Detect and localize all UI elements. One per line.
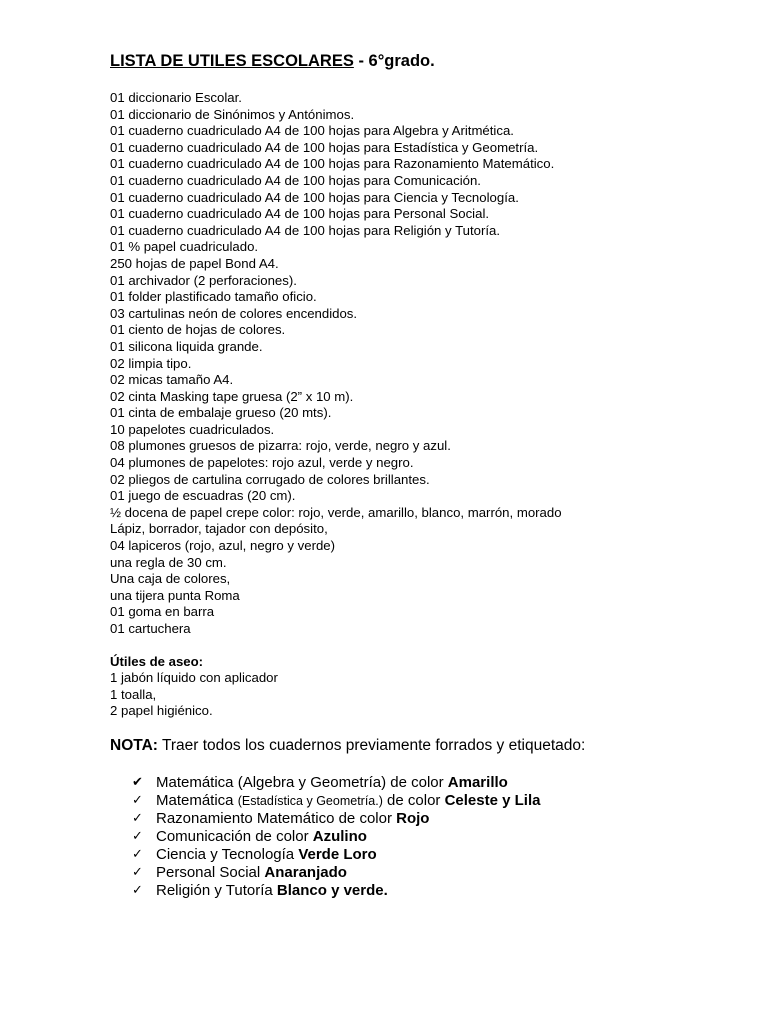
supply-item: 250 hojas de papel Bond A4. xyxy=(110,255,279,271)
hygiene-item: 1 toalla, xyxy=(110,686,157,702)
checklist-text: Ciencia y Tecnología xyxy=(156,845,299,863)
supply-item: ½ docena de papel crepe color: rojo, verde, amarillo, blanco, marrón, morado xyxy=(110,504,562,520)
supply-item: 03 cartulinas neón de colores encendidos. xyxy=(110,305,358,321)
supply-item: 01 cuaderno cuadriculado A4 de 100 hojas para Estadística y Geometría. xyxy=(110,139,539,155)
checklist-item xyxy=(132,846,750,864)
supply-item: 01 folder plastificado tamaño oficio. xyxy=(110,289,317,305)
document-page xyxy=(110,50,750,900)
supply-item: 01 cinta de embalaje grueso (20 mts). xyxy=(110,405,332,421)
checklist-item xyxy=(132,828,750,846)
supply-item: 01 juego de escuadras (20 cm). xyxy=(110,488,296,504)
checklist-text: Personal Social xyxy=(156,863,265,881)
supply-item: Una caja de colores, xyxy=(110,571,231,587)
checklist-color: Rojo xyxy=(396,809,430,827)
title-main: LISTA DE UTILES ESCOLARES xyxy=(110,52,354,70)
checklist-text: Comunicación de color xyxy=(156,827,313,845)
checklist-color: Amarillo xyxy=(447,773,508,791)
supply-item: 08 plumones gruesos de pizarra: rojo, verde, negro y azul. xyxy=(110,438,451,454)
supply-item: 01 diccionario de Sinónimos y Antónimos. xyxy=(110,106,355,122)
checklist-item xyxy=(132,792,750,810)
supply-item: 01 cuaderno cuadriculado A4 de 100 hojas para Religión y Tutoría. xyxy=(110,222,501,238)
color-checklist xyxy=(132,774,750,900)
supply-item: 01 ciento de hojas de colores. xyxy=(110,322,286,338)
checklist-color: Anaranjado xyxy=(264,863,347,881)
supply-item: Lápiz, borrador, tajador con depósito, xyxy=(110,521,328,537)
supply-item: 01 cartuchera xyxy=(110,621,191,636)
check-icon: ✓ xyxy=(132,810,143,826)
hygiene-list xyxy=(110,670,750,720)
supply-item: 01 cuaderno cuadriculado A4 de 100 hojas para Comunicación. xyxy=(110,172,481,188)
supply-list xyxy=(110,90,750,638)
checklist-text-after: de color xyxy=(382,791,445,809)
supply-item: 01 cuaderno cuadriculado A4 de 100 hojas para Razonamiento Matemático. xyxy=(110,156,555,172)
checklist-item xyxy=(132,864,750,882)
check-icon: ✓ xyxy=(132,864,143,880)
hygiene-item: 2 papel higiénico. xyxy=(110,703,213,719)
note-text: Traer todos los cuadernos previamente forrados y etiquetado: xyxy=(157,736,586,754)
check-icon: ✓ xyxy=(132,828,143,844)
supply-item: 02 micas tamaño A4. xyxy=(110,372,234,388)
check-icon: ✓ xyxy=(132,792,143,808)
checklist-subtext: (Estadística y Geometría.) xyxy=(237,793,383,808)
supply-item: 02 limpia tipo. xyxy=(110,355,192,371)
supply-item: 01 cuaderno cuadriculado A4 de 100 hojas para Algebra y Aritmética. xyxy=(110,123,514,139)
hygiene-item: 1 jabón líquido con aplicador xyxy=(110,670,278,686)
page-title xyxy=(110,50,750,72)
supply-item: 01 diccionario Escolar. xyxy=(110,90,242,105)
supply-item: 10 papelotes cuadriculados. xyxy=(110,421,275,437)
checklist-color: Azulino xyxy=(312,827,367,845)
supply-item: 01 archivador (2 perforaciones). xyxy=(110,272,297,288)
check-icon: ✓ xyxy=(132,846,143,862)
checklist-item xyxy=(132,810,750,828)
supply-item: 04 plumones de papelotes: rojo azul, verde y negro. xyxy=(110,455,414,471)
supply-item: 01 % papel cuadriculado. xyxy=(110,239,259,255)
check-icon: ✓ xyxy=(132,882,143,898)
checklist-color: Verde Loro xyxy=(298,845,377,863)
check-icon: ✔ xyxy=(132,774,143,790)
hygiene-title: Útiles de aseo: xyxy=(110,653,204,669)
supply-item: 01 cuaderno cuadriculado A4 de 100 hojas para Ciencia y Tecnología. xyxy=(110,189,519,205)
checklist-item xyxy=(132,882,750,900)
checklist-text: Razonamiento Matemático de color xyxy=(156,809,397,827)
supply-item: 02 pliegos de cartulina corrugado de colores brillantes. xyxy=(110,471,430,487)
supply-item: 04 lapiceros (rojo, azul, negro y verde) xyxy=(110,538,336,554)
supply-item: una regla de 30 cm. xyxy=(110,554,227,570)
checklist-item xyxy=(132,774,750,792)
note-label: NOTA: xyxy=(110,736,158,754)
checklist-text: Matemática (Algebra y Geometría) de color xyxy=(156,773,448,791)
checklist-text: Matemática xyxy=(156,791,238,809)
supply-item: 02 cinta Masking tape gruesa (2” x 10 m). xyxy=(110,388,354,404)
supply-item: 01 goma en barra xyxy=(110,604,215,620)
checklist-color: Blanco y verde. xyxy=(276,881,388,899)
supply-item: una tijera punta Roma xyxy=(110,587,240,603)
supply-item: 01 silicona liquida grande. xyxy=(110,338,263,354)
supply-item: 01 cuaderno cuadriculado A4 de 100 hojas para Personal Social. xyxy=(110,206,490,222)
title-suffix: - 6°grado. xyxy=(353,52,435,70)
note xyxy=(110,736,750,756)
checklist-text: Religión y Tutoría xyxy=(156,881,277,899)
checklist-color: Celeste y Lila xyxy=(444,791,541,809)
